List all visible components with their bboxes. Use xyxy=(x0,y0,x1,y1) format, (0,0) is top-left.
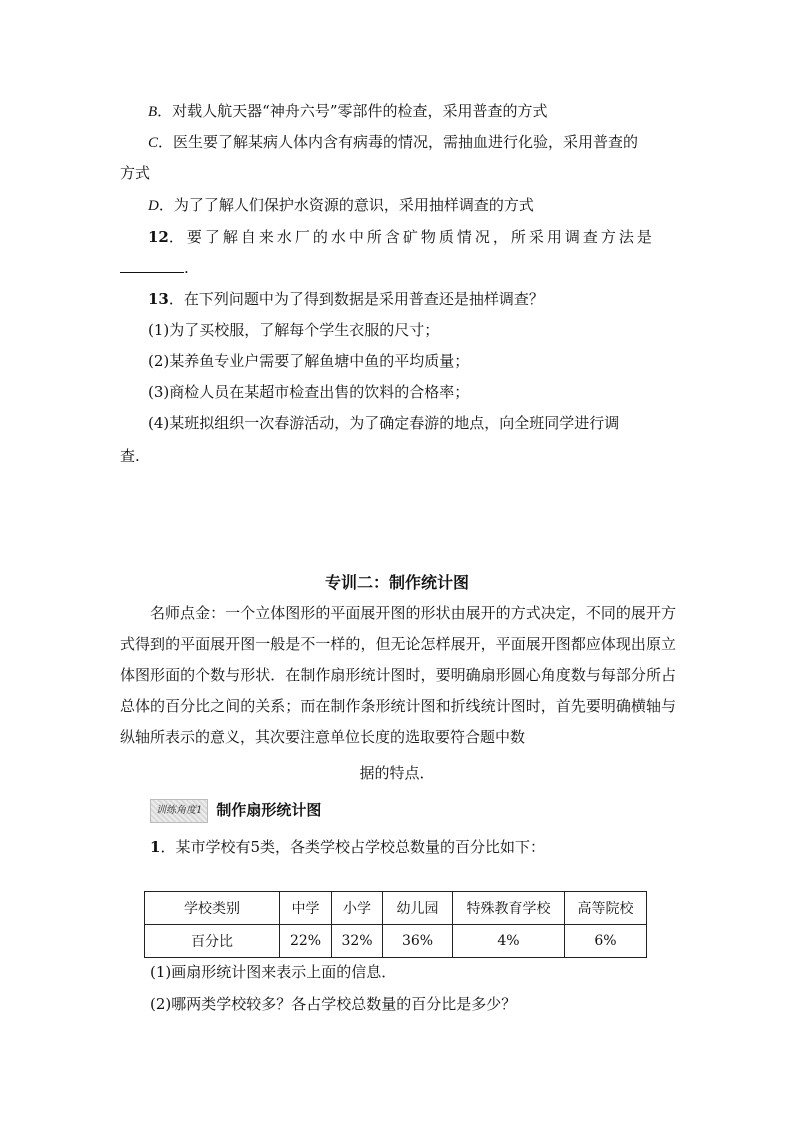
question-13-item: (4)某班拟组织一次春游活动，为了确定春游的地点，向全班同学进行调 xyxy=(148,414,620,432)
section-intro: 名师点金：一个立体图形的平面展开图的形状由展开的方式决定，不同的展开方式得到的平面展开图一般是不一样的，但无论怎样展开，平面展开图都应体现出原立体图形面的个数与形状．在制作扇形统计图时，要明确扇形圆心角度数与每部分所占总体的百分比之间的关系；而在制作条形统计图和折线统计图时，首先要明确横轴与纵轴所表示的意义，其次要注意单位长度的选取要符合题中数 xyxy=(120,604,676,746)
table-cell: 22% xyxy=(280,925,332,958)
question-12-answer-line xyxy=(120,258,189,278)
option-d xyxy=(148,195,534,216)
answer-blank xyxy=(120,258,184,273)
question-13-item-cont: 查. xyxy=(120,447,140,465)
table-cell: 6% xyxy=(565,925,647,958)
option-c-cont: 方式 xyxy=(120,164,151,182)
option-c xyxy=(148,132,638,153)
school-percentage-table xyxy=(144,891,647,958)
question-1-part: (2)哪两类学校较多？各占学校总数量的百分比是多少？ xyxy=(150,995,517,1013)
question-13-item: (1)为了买校服，了解每个学生衣服的尺寸； xyxy=(148,321,440,339)
training-subheading xyxy=(150,799,321,823)
table-cell: 特殊教育学校 xyxy=(453,892,565,925)
option-b xyxy=(148,101,548,122)
question-1-text: ．某市学校有5类，各类学校占学校总数量的百分比如下： xyxy=(160,838,545,856)
question-1-number: 1 xyxy=(150,838,161,856)
question-1 xyxy=(150,837,545,857)
question-13-number: 13 xyxy=(148,290,169,308)
question-13-text: ．在下列问题中为了得到数据是采用普查还是抽样调查？ xyxy=(168,290,544,308)
table-cell: 学校类别 xyxy=(145,892,280,925)
question-12 xyxy=(148,227,655,247)
table-row xyxy=(145,892,647,925)
question-12-number: 12 xyxy=(148,228,169,246)
option-b-label: B xyxy=(148,104,158,120)
training-badge: 训练角度1 xyxy=(150,799,208,823)
table-cell: 百分比 xyxy=(145,925,280,958)
table-cell: 幼儿园 xyxy=(383,892,453,925)
table-cell: 中学 xyxy=(280,892,332,925)
question-1-part: (1)画扇形统计图来表示上面的信息． xyxy=(150,963,397,981)
table-cell: 36% xyxy=(383,925,453,958)
section-title: 专训二：制作统计图 xyxy=(324,573,469,592)
section-intro-last: 据的特点． xyxy=(359,764,435,782)
question-12-end: . xyxy=(184,259,189,277)
option-d-text: ．为了了解人们保护水资源的意识，采用抽样调查的方式 xyxy=(158,196,534,214)
table-cell: 32% xyxy=(332,925,383,958)
table-cell: 小学 xyxy=(332,892,383,925)
question-12-text: ．要了解自来水厂的水中所含矿物质情况，所采用调查方法是 xyxy=(168,228,655,246)
question-13-item: (2)某养鱼专业户需要了解鱼塘中鱼的平均质量； xyxy=(148,352,470,370)
option-d-label: D xyxy=(148,198,159,214)
option-c-label: C xyxy=(148,135,159,151)
option-b-text: ．对载人航天器“神舟六号”零部件的检查，采用普查的方式 xyxy=(157,102,548,120)
option-c-text: ．医生要了解某病人体内含有病毒的情况，需抽血进行化验，采用普查的 xyxy=(158,133,639,151)
table-row xyxy=(145,925,647,958)
table-cell: 高等院校 xyxy=(565,892,647,925)
question-13-item: (3)商检人员在某超市检查出售的饮料的合格率； xyxy=(148,383,470,401)
sub-title: 制作扇形统计图 xyxy=(216,801,322,819)
question-13 xyxy=(148,289,544,309)
table-cell: 4% xyxy=(453,925,565,958)
